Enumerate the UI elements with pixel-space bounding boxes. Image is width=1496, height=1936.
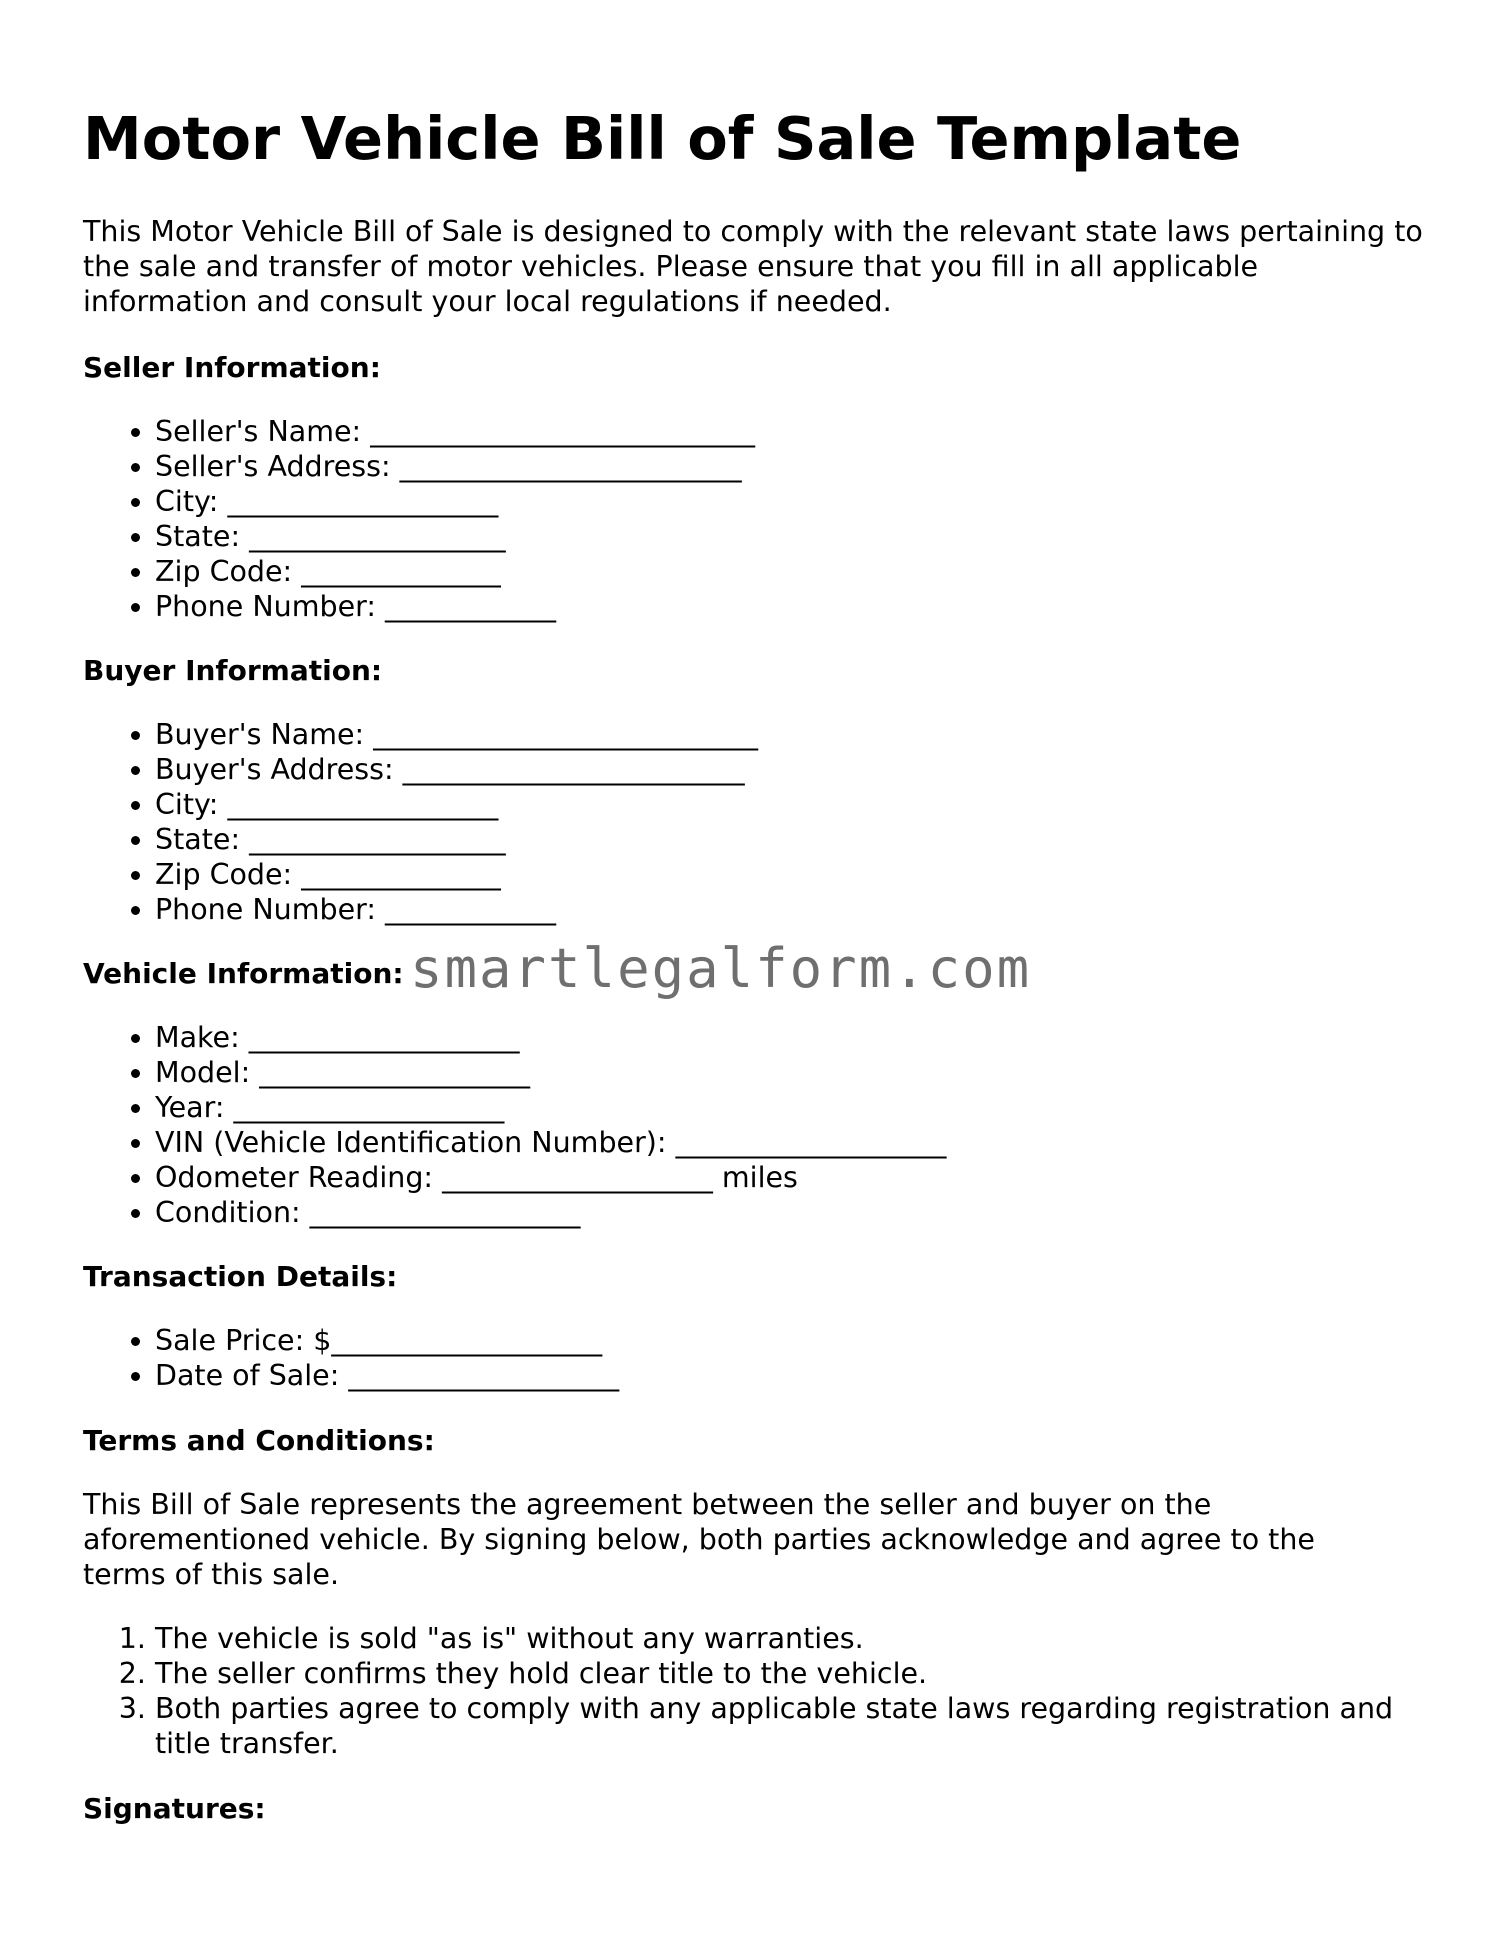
list-item: • Seller's Address: ________________________ [155, 449, 755, 484]
document-title: Motor Vehicle Bill of Sale Template [83, 104, 1242, 173]
list-item: • State: __________________ [155, 519, 755, 554]
signatures-heading: Signatures: [83, 1792, 266, 1825]
buyer-list [83, 717, 758, 927]
list-item: • Zip Code: ______________ [155, 554, 755, 589]
intro-paragraph: This Motor Vehicle Bill of Sale is designed to comply with the relevant state laws pertaining to the sale and transfer of motor vehicles. Please ensure that you fill in all applicable information and consult your local regulations if needed. [83, 215, 1423, 318]
list-item: • Zip Code: ______________ [155, 857, 758, 892]
list-item: • City: ___________________ [155, 484, 755, 519]
seller-list [83, 414, 755, 624]
list-item: • Buyer's Address: ________________________ [155, 752, 758, 787]
terms-heading: Terms and Conditions: [83, 1424, 435, 1457]
list-item: 2. The seller confirms they hold clear title to the vehicle. [155, 1656, 1455, 1691]
list-item: • Make: ___________________ [155, 1020, 946, 1055]
list-item: • Seller's Name: ___________________________ [155, 414, 755, 449]
list-item: 1. The vehicle is sold "as is" without any warranties. [155, 1621, 1455, 1656]
terms-list [83, 1621, 1455, 1761]
list-item: 3. Both parties agree to comply with any applicable state laws regarding registration and title transfer. [155, 1691, 1455, 1761]
list-item: • Phone Number: ____________ [155, 589, 755, 624]
seller-heading: Seller Information: [83, 351, 381, 384]
list-item: • Model: ___________________ [155, 1055, 946, 1090]
buyer-heading: Buyer Information: [83, 654, 383, 687]
terms-paragraph: This Bill of Sale represents the agreement between the seller and buyer on the aforementioned vehicle. By signing below, both parties acknowledge and agree to the terms of this sale. [83, 1488, 1315, 1591]
list-item: • Buyer's Name: ___________________________ [155, 717, 758, 752]
list-item: • VIN (Vehicle Identification Number): ___________________ [155, 1125, 946, 1160]
list-item: • Phone Number: ____________ [155, 892, 758, 927]
list-item: • Odometer Reading: ___________________ miles [155, 1160, 946, 1195]
list-item: • State: __________________ [155, 822, 758, 857]
list-item: • Date of Sale: ___________________ [155, 1358, 619, 1393]
vehicle-list [83, 1020, 946, 1230]
list-item: • City: ___________________ [155, 787, 758, 822]
vehicle-heading: Vehicle Information: [83, 957, 404, 990]
transaction-heading: Transaction Details: [83, 1260, 398, 1293]
list-item: • Year: ___________________ [155, 1090, 946, 1125]
watermark: smartlegalform.com [410, 937, 1032, 1000]
list-item: • Sale Price: $___________________ [155, 1323, 619, 1358]
transaction-list [83, 1323, 619, 1393]
list-item: • Condition: ___________________ [155, 1195, 946, 1230]
